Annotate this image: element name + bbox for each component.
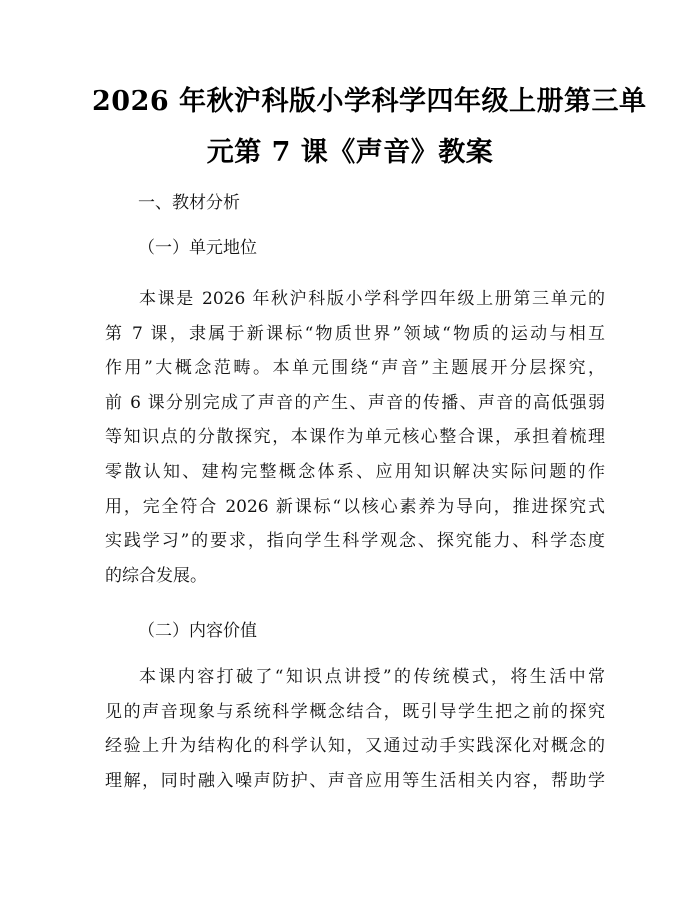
paragraph-line: 实践学习”的要求，指向学生科学观念、探究能力、科学态度 [105,531,605,552]
paragraph-line: 本课内容打破了“知识点讲授”的传统模式，将生活中常 [139,667,605,687]
subsection-heading-unit-position: （一）单元地位 [138,238,257,258]
paragraph-line: 等知识点的分散探究，本课作为单元核心整合课，承担着梳理 [105,427,605,448]
paragraph-line: 第 7 课，隶属于新课标“物质世界”领域“物质的运动与相互 [105,323,605,344]
document-title [92,76,647,178]
paragraph-line: 的综合发展。 [105,565,207,586]
title-line-2: 元第 7 课《声音》教案 [206,137,494,168]
paragraph-line: 理解，同时融入噪声防护、声音应用等生活相关内容，帮助学 [105,770,605,791]
paragraph-line: 用，完全符合 2026 新课标“以核心素养为导向，推进探究式 [105,496,605,517]
paragraph-unit-position [105,282,605,593]
paragraph-line: 零散认知、建构完整概念体系、应用知识解决实际问题的作 [105,461,605,482]
paragraph-content-value [105,660,605,798]
subsection-heading-content-value: （二）内容价值 [138,621,257,641]
paragraph-line: 经验上升为结构化的科学认知，又通过动手实践深化对概念的 [105,736,605,757]
paragraph-line: 见的声音现象与系统科学概念结合，既引导学生把之前的探究 [105,701,605,722]
paragraph-line: 前 6 课分别完成了声音的产生、声音的传播、声音的高低强弱 [105,392,605,413]
paragraph-line: 本课是 2026 年秋沪科版小学科学四年级上册第三单元的 [139,289,605,309]
section-heading-textbook-analysis: 一、教材分析 [138,193,240,213]
paragraph-line: 作用”大概念范畴。本单元围绕“声音”主题展开分层探究， [105,358,605,379]
title-line-1: 2026 年秋沪科版小学科学四年级上册第三单 [92,86,647,117]
